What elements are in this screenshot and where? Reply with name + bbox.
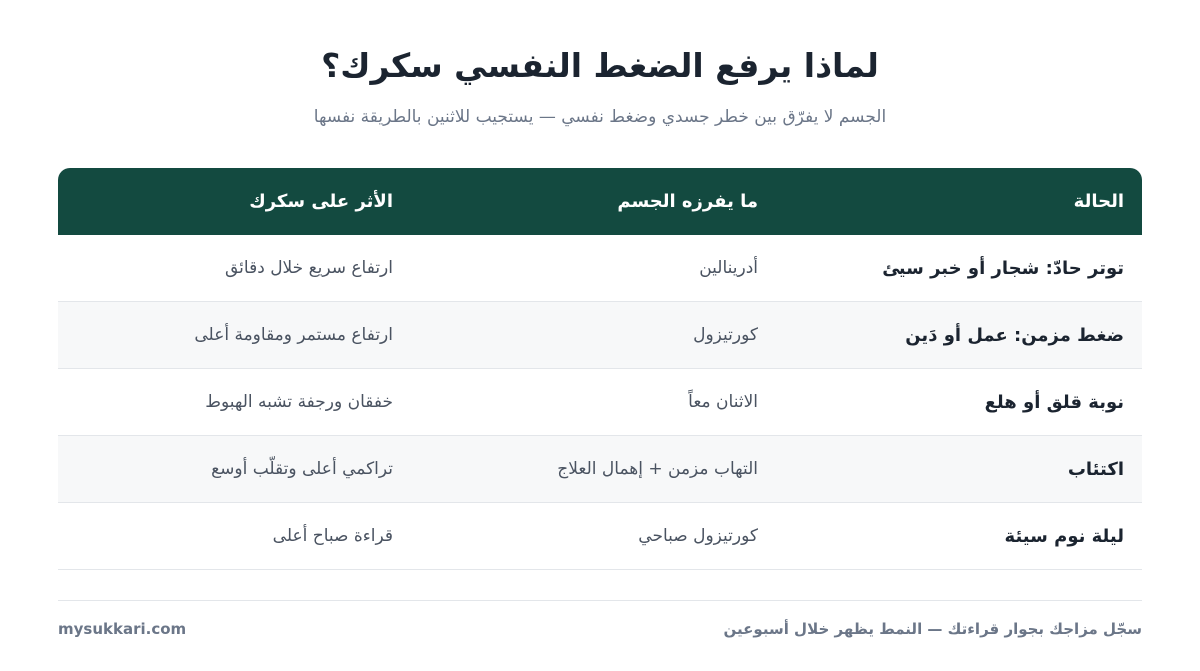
footer-site-link[interactable]: mysukkari.com (58, 620, 187, 638)
footer-divider (58, 600, 1142, 601)
table-row (58, 235, 1142, 302)
cell-secretion: كورتيزول صباحي (411, 503, 776, 570)
cell-secretion: أدرينالين (411, 235, 776, 302)
cell-effect: خفقان ورجفة تشبه الهبوط (58, 369, 411, 436)
cell-secretion: الاثنان معاً (411, 369, 776, 436)
page-subtitle: الجسم لا يفرّق بين خطر جسدي وضغط نفسي — يستجيب للاثنين بالطريقة نفسها (313, 107, 887, 127)
cell-state: ضغط مزمن: عمل أو دَين (776, 302, 1142, 369)
cell-state: ليلة نوم سيئة (776, 503, 1142, 570)
header-effect: الأثر على سكرك (58, 168, 411, 235)
stress-sugar-table (58, 168, 1142, 570)
cell-secretion: التهاب مزمن + إهمال العلاج (411, 436, 776, 503)
footer-note: سجّل مزاجك بجوار قراءتك — النمط يظهر خلال أسبوعين (723, 620, 1142, 638)
cell-effect: ارتفاع مستمر ومقاومة أعلى (58, 302, 411, 369)
data-table (58, 168, 1142, 570)
page-title: لماذا يرفع الضغط النفسي سكرك؟ (321, 46, 879, 85)
table-row (58, 436, 1142, 503)
cell-state: اكتئاب (776, 436, 1142, 503)
cell-state: نوبة قلق أو هلع (776, 369, 1142, 436)
cell-effect: ارتفاع سريع خلال دقائق (58, 235, 411, 302)
cell-effect: قراءة صباح أعلى (58, 503, 411, 570)
table-row (58, 369, 1142, 436)
header-secretion: ما يفرزه الجسم (411, 168, 776, 235)
cell-state: توتر حادّ: شجار أو خبر سيئ (776, 235, 1142, 302)
table-row (58, 302, 1142, 369)
cell-secretion: كورتيزول (411, 302, 776, 369)
table-header-row (58, 168, 1142, 235)
header-state: الحالة (776, 168, 1142, 235)
table-row (58, 503, 1142, 570)
cell-effect: تراكمي أعلى وتقلّب أوسع (58, 436, 411, 503)
